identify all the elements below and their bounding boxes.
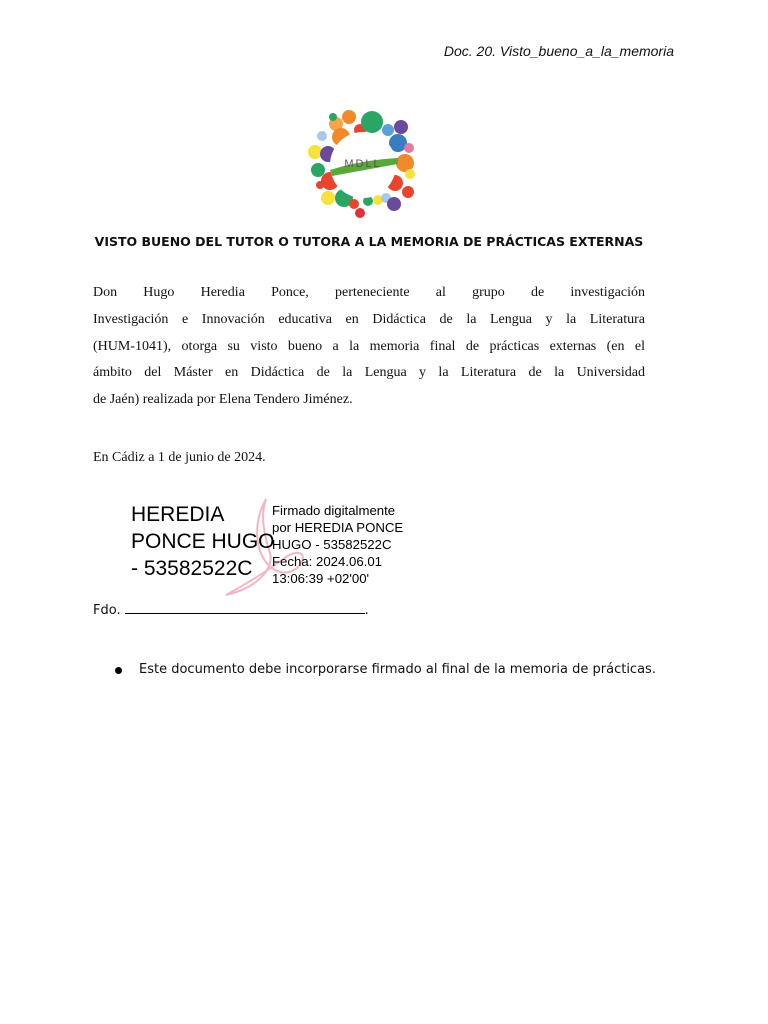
body-paragraph (93, 280, 645, 414)
body-line: Don Hugo Heredia Ponce, perteneciente al grupo de investigación (93, 285, 645, 300)
document-reference: Doc. 20. Visto_bueno_a_la_memoria (443, 43, 674, 59)
body-line: (HUM-1041), otorga su visto bueno a la memoria final de prácticas externas (en el (93, 338, 645, 354)
body-line: de Jaén) realizada por Elena Tendero Jiménez. (93, 392, 353, 408)
signature-details (272, 502, 403, 587)
body-line: ámbito del Máster en Didáctica de la Lengua y la Literatura de la Universidad (93, 365, 645, 381)
signature-name-line: - 53582522C (131, 557, 253, 580)
body-line: Investigación e Innovación educativa en Didáctica de la Lengua y la Literatura (93, 311, 645, 327)
signer-line (93, 602, 369, 618)
signature-detail-line: 13:06:39 +02'00' (272, 571, 370, 586)
signature-name-line: PONCE HUGO (131, 530, 275, 553)
place-date: En Cádiz a 1 de junio de 2024. (93, 450, 266, 465)
bullet-icon (115, 667, 122, 674)
signature-detail-line: Firmado digitalmente (272, 503, 396, 518)
signer-label: Fdo. (93, 603, 121, 618)
note-text: Este documento debe incorporarse firmado al final de la memoria de prácticas. (139, 662, 656, 677)
document-title: VISTO BUENO DEL TUTOR O TUTORA A LA MEMORIA DE PRÁCTICAS EXTERNAS (94, 234, 644, 249)
digital-signature (128, 495, 428, 600)
mdll-logo (302, 108, 422, 222)
list-item (115, 662, 656, 677)
signature-detail-line: HUGO - 53582522C (272, 537, 392, 552)
signature-blank (125, 602, 365, 614)
logo-text: MDLL (344, 158, 382, 170)
signature-detail-line: por HEREDIA PONCE (272, 520, 404, 535)
signature-name-line: HEREDIA (131, 503, 225, 526)
notes-list (115, 662, 656, 677)
signature-name (131, 501, 275, 582)
signature-detail-line: Fecha: 2024.06.01 (272, 554, 382, 569)
signer-terminator: . (364, 603, 369, 618)
